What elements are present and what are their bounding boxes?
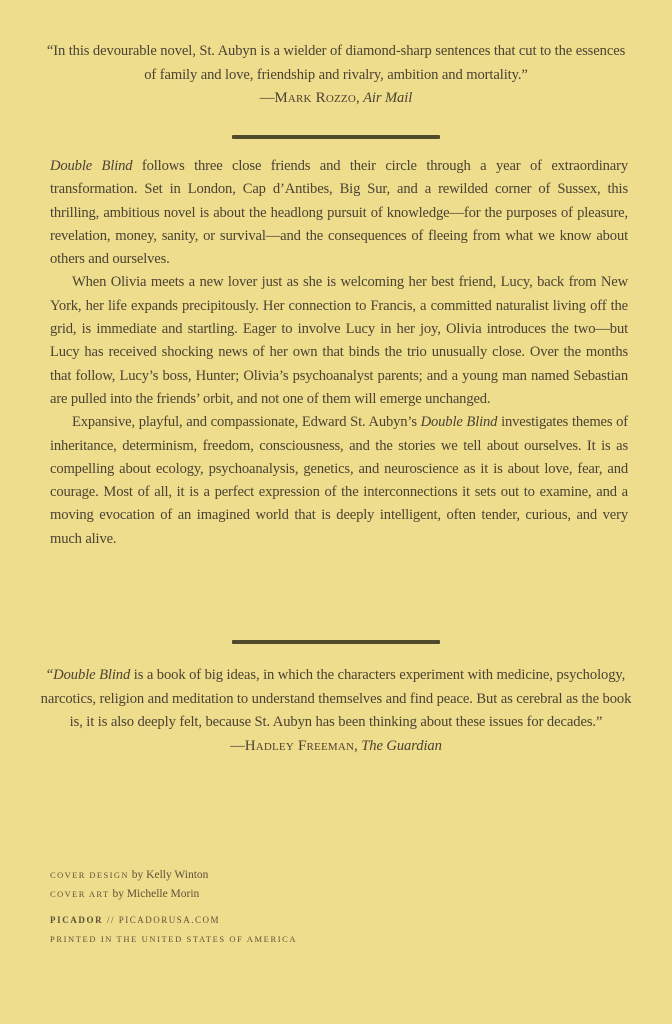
paragraph-text: investigates themes of inheritance, determinism, freedom, consciousness, and the stories we tell about ourselves. It is as compelling about ecology, psychoanalysis, genetics, and neuroscience as it is about love, fear, and courage. Most of all, it is a perfect expression of the interconnections it sets out to examine, and a moving evocation of an imagined world that is deeply intelligent, often tender, curious, and very much alive. xyxy=(50,414,628,547)
publisher-separator: // xyxy=(103,915,119,925)
cover-design-name: by Kelly Winton xyxy=(128,869,209,881)
attribution-separator: , xyxy=(355,90,364,106)
quote-text: is a book of big ideas, in which the characters experiment with medicine, psychology, narcotics, religion and meditation to understand themselves and find peace. But as cerebral as the book is, it is also deeply felt, because St. Aubyn has been thinking about these issues for decades.” xyxy=(40,667,632,730)
attribution-dash: — xyxy=(259,90,275,106)
book-description xyxy=(50,155,628,551)
review-quote-top xyxy=(40,40,632,111)
cover-design-credit xyxy=(50,866,610,885)
quote-text: “In this devourable novel, St. Aubyn is a wielder of diamond-sharp sentences that cut to the essences of family and love, friendship and rivalry, ambition and mortality.” xyxy=(46,43,626,83)
description-paragraph-1 xyxy=(50,155,628,271)
attribution-separator: , xyxy=(354,737,362,754)
description-paragraph-3 xyxy=(50,411,628,551)
quote-attribution xyxy=(40,87,632,111)
attribution-name: Mark Rozzo xyxy=(274,90,356,106)
cover-design-label: COVER DESIGN xyxy=(50,870,129,880)
cover-art-credit xyxy=(50,885,610,904)
divider-rule-bottom xyxy=(232,640,440,644)
cover-art-name: by Michelle Morin xyxy=(109,888,200,900)
paragraph-text: follows three close friends and their circle through a year of extraordinary transformation. Set in London, Cap d’Antibes, Big Sur, and a rewilded corner of Sussex, this thrilling, ambitious novel is about the headlong pursuit of knowledge—for the purposes of pleasure, revelation, money, sanity, or survival—and the consequences of fleeing from what we know about others and ourselves. xyxy=(50,158,628,268)
book-title: Double Blind xyxy=(50,158,133,174)
cover-art-label: COVER ART xyxy=(50,889,110,899)
printed-in: PRINTED IN THE UNITED STATES OF AMERICA xyxy=(50,934,298,944)
publisher-name: PICADOR xyxy=(50,915,104,925)
book-title: Double Blind xyxy=(420,414,498,431)
quote-open-mark: “ xyxy=(46,667,54,683)
credits xyxy=(50,866,610,949)
publisher-line xyxy=(50,911,610,930)
attribution-name: Hadley Freeman xyxy=(244,737,355,754)
quote-attribution xyxy=(40,735,632,759)
attribution-publication: Air Mail xyxy=(363,90,413,106)
divider-rule-top xyxy=(232,135,440,139)
review-quote-bottom xyxy=(40,664,632,758)
attribution-dash: — xyxy=(230,737,245,754)
paragraph-text: Expansive, playful, and compassionate, Edward St. Aubyn’s xyxy=(72,414,421,431)
publisher-website: PICADORUSA.COM xyxy=(118,915,220,925)
description-paragraph-2: When Olivia meets a new lover just as she is welcoming her best friend, Lucy, back from New York, her life expands precipitously. Her connection to Francis, a committed naturalist living off the grid, is immediate and startling. Eager to involve Lucy in her joy, Olivia introduces the two—but Lucy has received shocking news of her own that binds the trio unusually close. Over the months that follow, Lucy’s boss, Hunter; Olivia’s psychoanalyst parents; and a young man named Sebastian are pulled into the friends’ orbit, and not one of them will emerge unchanged. xyxy=(50,274,628,407)
attribution-publication: The Guardian xyxy=(361,737,442,754)
book-title: Double Blind xyxy=(53,667,131,683)
